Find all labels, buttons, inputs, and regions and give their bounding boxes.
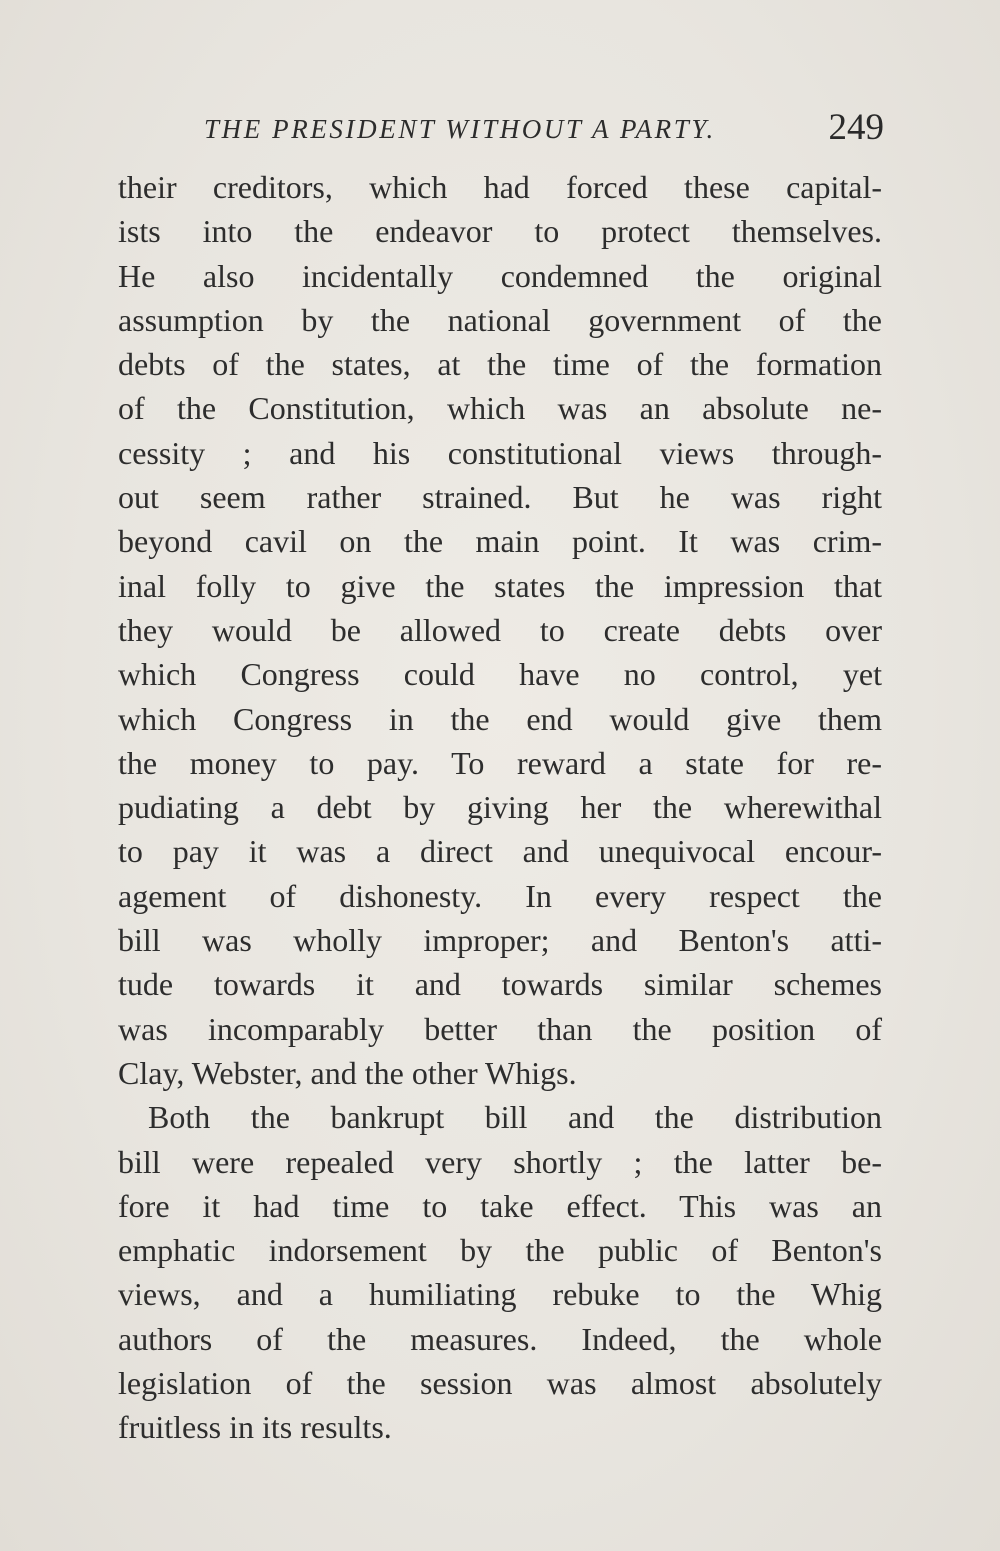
- text-line: debts of the states, at the time of the formation: [118, 346, 882, 383]
- text-line: of the Constitution, which was an absolute ne-: [118, 390, 882, 427]
- text-line: they would be allowed to create debts over: [118, 611, 882, 648]
- text-line: was incomparably better than the position of: [118, 1010, 882, 1047]
- running-head: [120, 106, 884, 156]
- text-line: fruitless in its results.: [118, 1409, 392, 1446]
- text-line: tude towards it and towards similar schemes: [118, 966, 882, 1003]
- text-line: fore it had time to take effect. This was an: [118, 1187, 882, 1224]
- text-line: inal folly to give the states the impression that: [118, 567, 882, 604]
- text-line: emphatic indorsement by the public of Benton's: [118, 1232, 882, 1269]
- text-line: He also incidentally condemned the original: [118, 257, 882, 294]
- text-line: pudiating a debt by giving her the wherewithal: [118, 789, 882, 826]
- text-line: views, and a humiliating rebuke to the Whig: [118, 1276, 882, 1313]
- paragraph-2: [118, 1095, 882, 1449]
- text-line: agement of dishonesty. In every respect the: [118, 877, 882, 914]
- text-line: authors of the measures. Indeed, the whole: [118, 1320, 882, 1357]
- text-line: out seem rather strained. But he was right: [118, 479, 882, 516]
- text-line: Clay, Webster, and the other Whigs.: [118, 1054, 577, 1091]
- text-line: bill was wholly improper; and Benton's atti-: [118, 922, 882, 959]
- running-title: THE PRESIDENT WITHOUT A PARTY.: [204, 114, 716, 144]
- paragraph-1: [118, 165, 882, 1095]
- body-text: [118, 165, 882, 1450]
- text-line: cessity ; and his constitutional views through-: [118, 434, 882, 471]
- text-line: Both the bankrupt bill and the distribution: [148, 1099, 882, 1136]
- text-line: beyond cavil on the main point. It was crim-: [118, 523, 882, 560]
- page-number: 249: [828, 107, 884, 148]
- text-line: to pay it was a direct and unequivocal encour-: [118, 833, 882, 870]
- text-line: which Congress could have no control, yet: [118, 656, 882, 693]
- text-line: legislation of the session was almost absolutely: [118, 1365, 882, 1402]
- text-line: ists into the endeavor to protect themselves.: [118, 213, 882, 250]
- text-line: assumption by the national government of the: [118, 301, 882, 338]
- text-line: bill were repealed very shortly ; the latter be-: [118, 1143, 882, 1180]
- text-line: which Congress in the end would give them: [118, 700, 882, 737]
- text-line: their creditors, which had forced these capital-: [118, 169, 882, 205]
- text-line: the money to pay. To reward a state for re-: [118, 744, 882, 781]
